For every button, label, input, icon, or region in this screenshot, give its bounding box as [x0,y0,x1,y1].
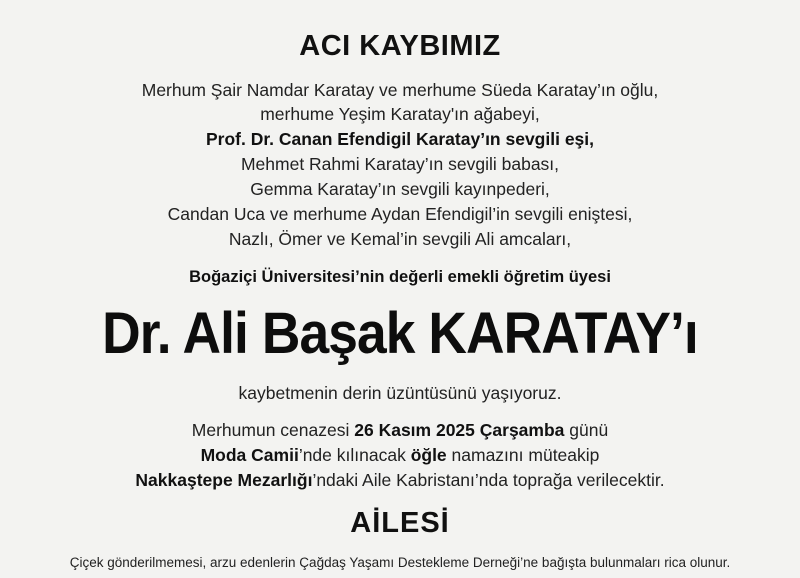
mosque-suffix-text: namazını müteakip [446,445,600,465]
mosque-name: Moda Camii [200,445,299,465]
prayer-name: öğle [410,445,447,465]
family-line-son: Mehmet Rahmi Karatay’ın sevgili babası, [240,154,560,174]
family-line-in-laws: Candan Uca ve merhume Aydan Efendigil’in sevgili eniştesi, [167,204,633,224]
funeral-mosque-line [0,445,800,465]
funeral-date-line [0,420,800,440]
signature: AİLESİ [350,507,450,539]
family-line-nephews: Nazlı, Ömer ve Kemal’in sevgili Ali amcaları, [228,229,572,249]
footer-note: Çiçek gönderilmemesi, arzu edenlerin Çağdaş Yaşamı Destekleme Derneği’ne bağışta bulunmaları rica olunur. [69,555,731,570]
family-line-sister: merhume Yeşim Karatay'ın ağabeyi, [260,104,540,124]
funeral-cemetery-line [0,470,800,490]
cemetery-suffix-text: ’ndaki Aile Kabristanı’nda toprağa verilecektir. [312,470,665,490]
funeral-date-suffix: günü [564,420,609,440]
family-line-spouse: Prof. Dr. Canan Efendigil Karatay’ın sevgili eşi, [205,129,595,149]
family-line-parents: Merhum Şair Namdar Karatay ve merhume Süeda Karatay’ın oğlu, [141,80,659,100]
funeral-date: 26 Kasım 2025 Çarşamba [354,420,565,440]
sorrow-line: kaybetmenin derin üzüntüsünü yaşıyoruz. [238,383,562,403]
deceased-name: Dr. Ali Başak KARATAY’ı [102,301,698,366]
family-line-daughter-in-law: Gemma Karatay’ın sevgili kayınpederi, [250,179,550,199]
mosque-mid-text: ’nde kılınacak [298,445,411,465]
notice-title: ACI KAYBIMIZ [299,30,501,62]
funeral-date-prefix: Merhumun cenazesi [191,420,355,440]
institution-line: Boğaziçi Üniversitesi’nin değerli emekli öğretim üyesi [189,268,611,286]
cemetery-name: Nakkaştepe Mezarlığı [135,470,313,490]
